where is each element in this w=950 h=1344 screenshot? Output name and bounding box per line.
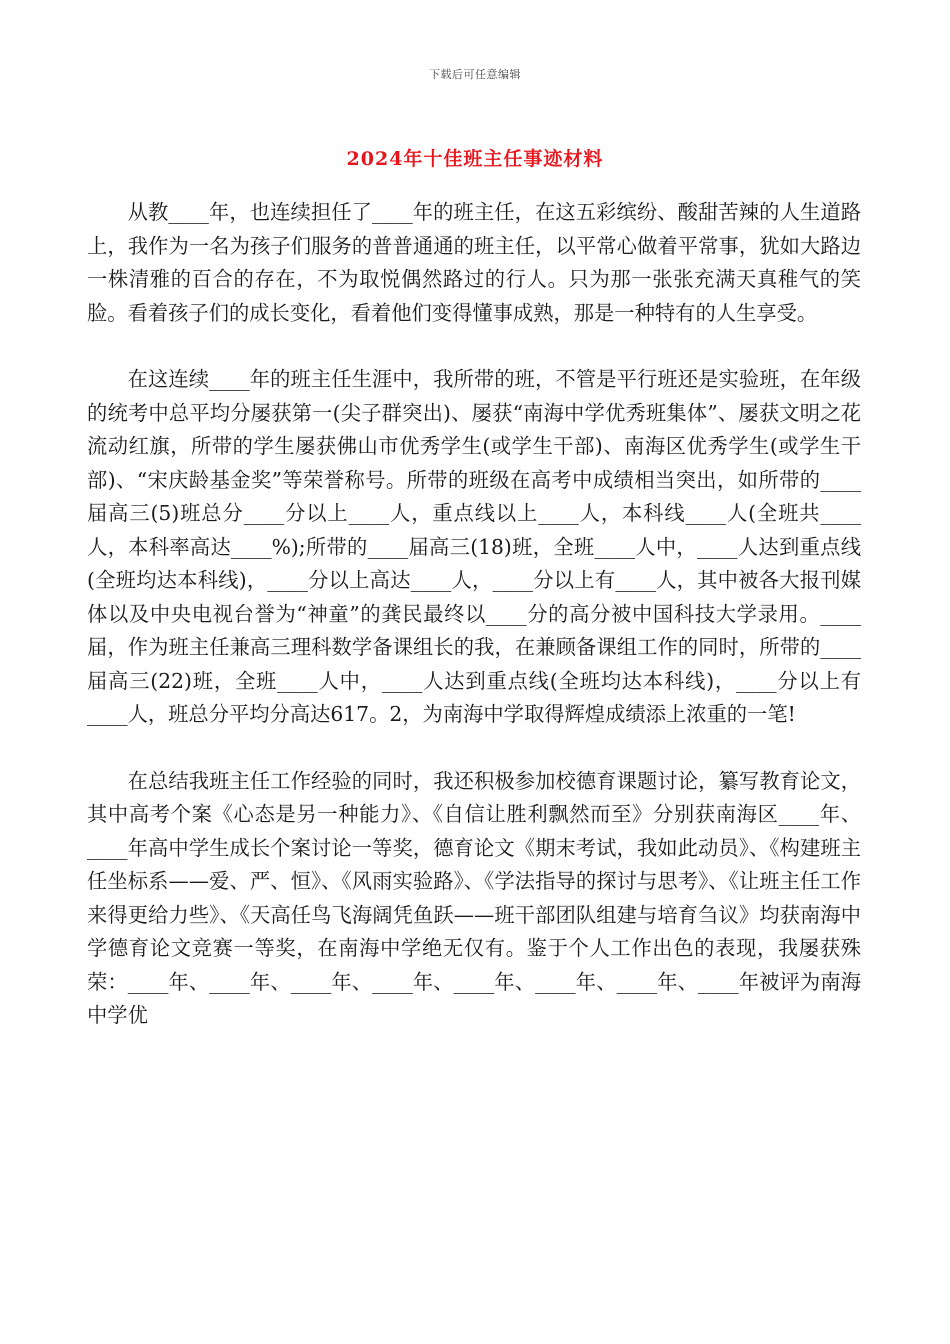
paragraph-1: 从教____年，也连续担任了____年的班主任，在这五彩缤纷、酸甜苦辣的人生道路上，我作为一名为孩子们服务的普普通通的班主任，以平常心做着平常事，犹如大路边一株清雅的百合的存在，不为取悦偶然路过的行人。只为那一张张充满天真稚气的笑脸。看着孩子们的成长变化，看着他们变得懂事成熟，那是一种特有的人生享受。	[87, 200, 861, 325]
document-body	[87, 196, 861, 1066]
paragraph-2: 在这连续____年的班主任生涯中，我所带的班，不管是平行班还是实验班，在年级的统考中总平均分屡获第一(尖子群突出)、屡获“南海中学优秀班集体”、屡获文明之花流动红旗，所带的学生屡获佛山市优秀学生(或学生干部)、南海区优秀学生(或学生干部)、“宋庆龄基金奖”等荣誉称号。所带的班级在高考中成绩相当突出，如所带的____届高三(5)班总分____分以上____人，重点线以上____人，本科线____人(全班共____人，本科率高达____%);所带的____届高三(18)班，全班____人中，____人达到重点线(全班均达本科线)，____分以上高达____人，____分以上有____人，其中被各大报刊媒体以及中央电视台誉为“神童”的龚民最终以____分的高分被中国科技大学录用。____届，作为班主任兼高三理科数学备课组长的我，在兼顾备课组工作的同时，所带的____届高三(22)班，全班____人中，____人达到重点线(全班均达本科线)，____分以上有____人，班总分平均分高达617。2，为南海中学取得辉煌成绩添上浓重的一笔!	[87, 367, 861, 726]
header-note: 下载后可任意编辑	[429, 68, 521, 81]
paragraph-3: 在总结我班主任工作经验的同时，我还积极参加校德育课题讨论，纂写教育论文，其中高考个案《心态是另一种能力》、《自信让胜利飘然而至》分别获南海区____年、____年高中学生成长个案讨论一等奖，德育论文《期末考试，我如此动员》、《构建班主任坐标系——爱、严、恒》、《风雨实验路》、《学法指导的探讨与思考》、《让班主任工作来得更给力些》、《天高任鸟飞海阔凭鱼跃——班干部团队组建与培育刍议》均获南海中学德育论文竞赛一等奖，在南海中学绝无仅有。鉴于个人工作出色的表现，我屡获殊荣：____年、____年、____年、____年、____年、____年、____年、____年被评为南海中学优	[87, 768, 861, 1027]
page-title: 2024年十佳班主任事迹材料	[346, 148, 604, 170]
